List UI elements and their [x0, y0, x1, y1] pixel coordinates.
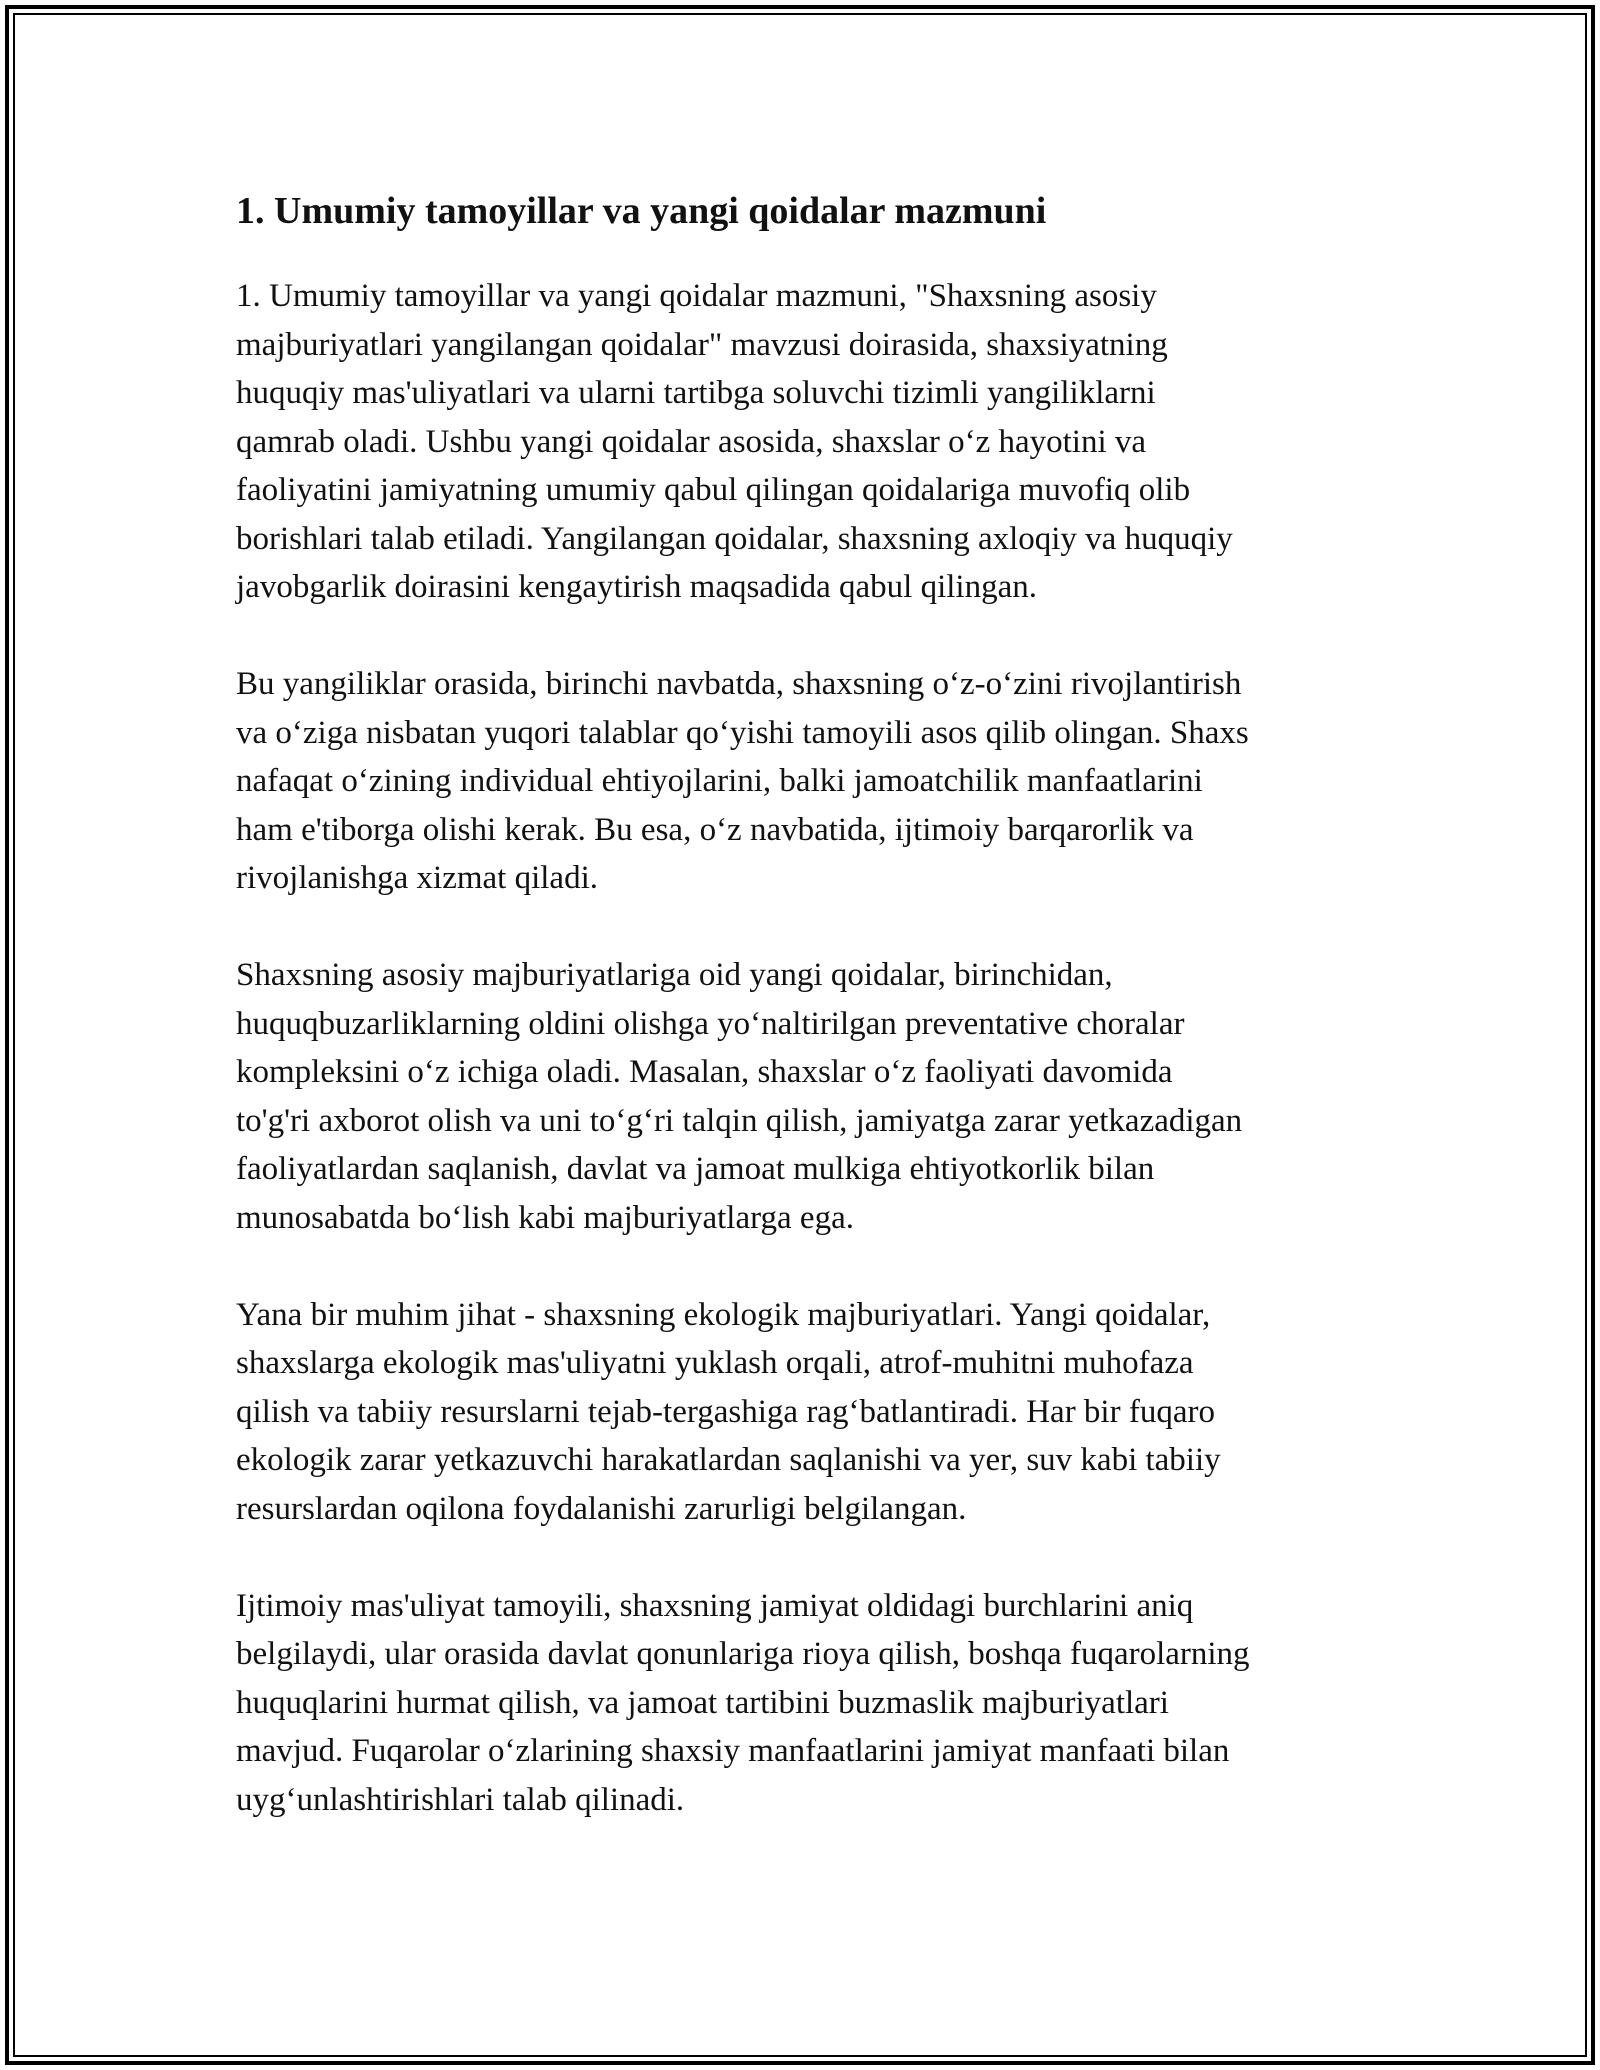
paragraph-3: Shaxsning asosiy majburiyatlariga oid yangi qoidalar, birinchidan, huquqbuzarliklarning oldini olishga yo‘naltirilgan preventative choralar kompleksini o‘z ichiga oladi. Masalan, shaxslar o‘z faoliyati davomida to'g'ri axborot olish va uni to‘g‘ri talqin qilish, jamiyatga zarar yetkazadigan faoliyatlardan saqlanish, davlat va jamoat mulkiga ehtiyotkorlik bilan munosabatda bo‘lish kabi majburiyatlarga ega. — [236, 957, 1243, 1236]
document-title: 1. Umumiy tamoyillar va yangi qoidalar mazmuni — [236, 190, 1047, 232]
document-body — [236, 186, 1376, 1873]
paragraph-1: 1. Umumiy tamoyillar va yangi qoidalar mazmuni, "Shaxsning asosiy majburiyatlari yangilangan qoidalar" mavzusi doirasida, shaxsiyatning huquqiy mas'uliyatlari va ularni tartibga soluvchi tizimli yangiliklarni qamrab oladi. Ushbu yangi qoidalar asosida, shaxslar o‘z hayotini va faoliyatini jamiyatning umumiy qabul qilingan qoidalariga muvofiq olib borishlari talab etiladi. Yangilangan qoidalar, shaxsning axloqiy va huquqiy javobgarlik doirasini kengaytirish maqsadida qabul qilingan. — [236, 278, 1233, 605]
paragraph-5: Ijtimoiy mas'uliyat tamoyili, shaxsning jamiyat oldidagi burchlarini aniq belgilaydi, ular orasida davlat qonunlariga rioya qilish, boshqa fuqarolarning huquqlarini hurmat qilish, va jamoat tartibini buzmaslik majburiyatlari mavjud. Fuqarolar o‘zlarining shaxsiy manfaatlarini jamiyat manfaati bilan uyg‘unlashtirishlari talab qilinadi. — [236, 1587, 1250, 1818]
paragraph-2: Bu yangiliklar orasida, birinchi navbatda, shaxsning o‘z-o‘zini rivojlantirish va o‘ziga nisbatan yuqori talablar qo‘yishi tamoyili asos qilib olingan. Shaxs nafaqat o‘zining individual ehtiyojlarini, balki jamoatchilik manfaatlarini ham e'tiborga olishi kerak. Bu esa, o‘z navbatida, ijtimoiy barqarorlik va rivojlanishga xizmat qiladi. — [236, 666, 1249, 896]
paragraph-4: Yana bir muhim jihat - shaxsning ekologik majburiyatlari. Yangi qoidalar, shaxslarga ekologik mas'uliyatni yuklash orqali, atrof-muhitni muhofaza qilish va tabiiy resurslarni tejab-tergashiga rag‘batlantiradi. Har bir fuqaro ekologik zarar yetkazuvchi harakatlardan saqlanishi va yer, suv kabi tabiiy resurslardan oqilona foydalanishi zarurligi belgilangan. — [236, 1296, 1221, 1527]
